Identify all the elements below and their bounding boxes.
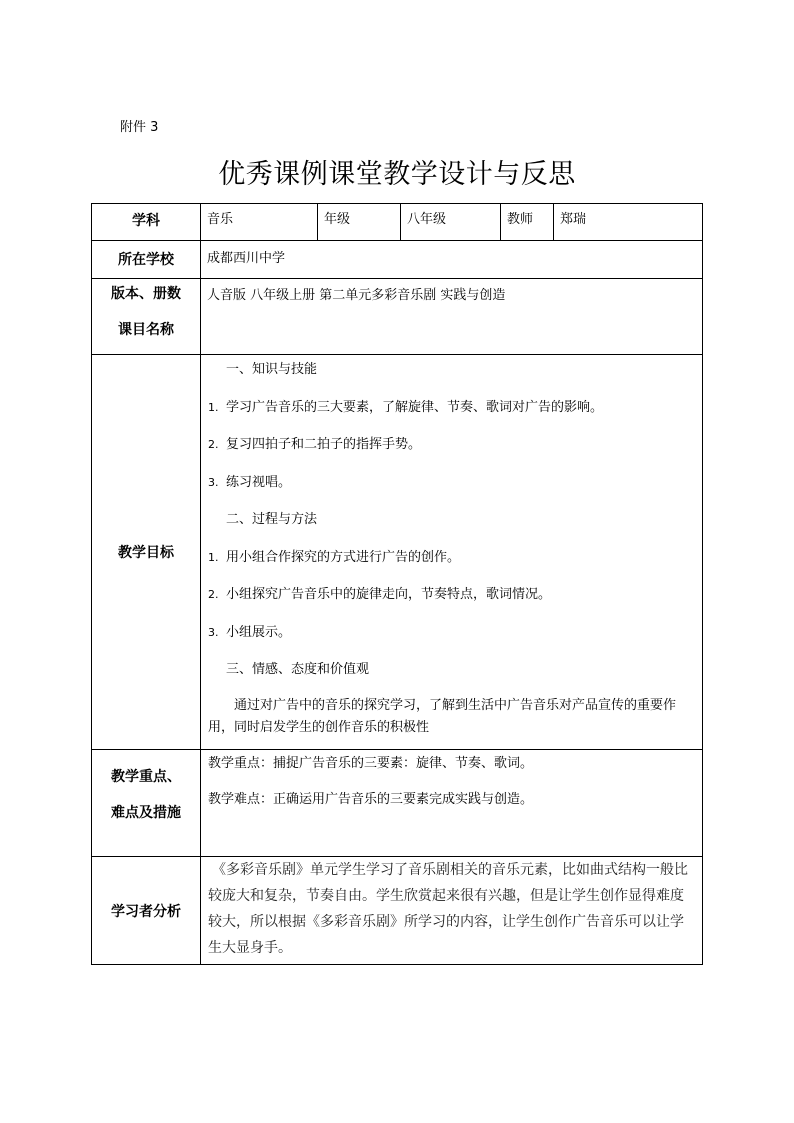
grade-value: 八年级: [407, 212, 447, 227]
objective-number: 1.: [208, 400, 219, 414]
subject-label: 学科: [132, 213, 160, 229]
objective-line: [201, 661, 702, 699]
objective-text: 复习四拍子和二拍子的指挥手势。: [226, 437, 422, 452]
objective-line: [201, 361, 702, 399]
subject-value: 音乐: [207, 212, 234, 227]
school-value-cell: [201, 241, 703, 279]
subject-value-cell: [201, 204, 318, 241]
learner-label-cell: [92, 857, 201, 965]
keypoints-label-line2: 难点及措施: [111, 805, 181, 821]
objectives-row: [92, 355, 703, 750]
objectives-label: 教学目标: [118, 545, 174, 561]
edition-label-line2: 课目名称: [118, 322, 174, 338]
attachment-number: 附件 3: [120, 120, 159, 135]
objective-text: 用小组合作探究的方式进行广告的创作。: [226, 549, 461, 565]
teacher-label-cell: [501, 204, 554, 241]
keypoints-label-line1: 教学重点、: [111, 769, 181, 785]
objective-text: 小组探究广告音乐中的旋律走向，节奏特点，歌词情况。: [226, 587, 552, 602]
edition-value: 人音版 八年级上册 第二单元多彩音乐剧 实践与创造: [207, 288, 506, 303]
learner-analysis-text: 《多彩音乐剧》单元学生学习了音乐剧相关的音乐元素，比如曲式结构一般比较庞大和复杂，节奏自由。学生欣赏起来很有兴趣，但是让学生创作显得难度较大，所以根据《多彩音乐剧》所学习的内容，让学生创作广告音乐可以让学生大显身手。: [208, 862, 688, 956]
objective-number: 2.: [208, 588, 219, 601]
school-label: 所在学校: [118, 252, 174, 268]
objective-line: [201, 436, 702, 474]
objectives-content-cell: [201, 355, 703, 750]
grade-label: 年级: [324, 212, 351, 227]
teacher-label: 教师: [507, 212, 534, 227]
school-value: 成都西川中学: [207, 251, 286, 266]
edition-value-cell: [201, 279, 703, 355]
edition-row: [92, 279, 703, 355]
objective-line: [201, 511, 702, 549]
objective-text: 三、情感、态度和价值观: [226, 662, 370, 677]
edition-label-line1: 版本、册数: [111, 286, 181, 302]
objective-line: [201, 549, 702, 587]
teacher-value-cell: [554, 204, 703, 241]
school-row: [92, 241, 703, 279]
learner-row: [92, 857, 703, 965]
learner-content-cell: [201, 857, 703, 965]
objective-number: 3.: [208, 475, 219, 489]
objective-number: 2.: [208, 438, 219, 451]
subject-label-cell: [92, 204, 201, 241]
keypoints-content-cell: [201, 750, 703, 857]
objective-line: [201, 474, 702, 512]
objectives-paragraph: 通过对广告中的音乐的探究学习，了解到生活中广告音乐对产品宣传的重要作用，同时启发学生的创作音乐的积极性: [208, 697, 677, 735]
teaching-difficulty: 教学难点：正确运用广告音乐的三要素完成实践与创造。: [208, 792, 534, 807]
school-label-cell: [92, 241, 201, 279]
objective-text: 学习广告音乐的三大要素，了解旋律、节奏、歌词对广告的影响。: [226, 399, 604, 415]
edition-label-cell: [92, 279, 201, 355]
keypoints-row: [92, 750, 703, 857]
lesson-design-table: [91, 203, 703, 965]
objective-number: 1.: [208, 550, 219, 564]
objective-text: 小组展示。: [226, 624, 292, 640]
teaching-focus: 教学重点：捕捉广告音乐的三要素：旋律、节奏、歌词。: [208, 756, 534, 771]
objective-line: [201, 586, 702, 624]
document-title: 优秀课例课堂教学设计与反思: [218, 159, 576, 190]
objective-line: [201, 624, 702, 662]
teacher-value: 郑瑞: [560, 212, 587, 227]
objective-line: [201, 399, 702, 437]
subject-row: [92, 204, 703, 241]
learner-label: 学习者分析: [111, 903, 181, 920]
grade-label-cell: [318, 204, 401, 241]
objectives-list: [201, 355, 702, 739]
objective-number: 3.: [208, 625, 219, 639]
objective-text: 练习视唱。: [226, 474, 292, 490]
objective-text: 二、过程与方法: [226, 512, 318, 527]
grade-value-cell: [401, 204, 501, 241]
objectives-label-cell: [92, 355, 201, 750]
objective-text: 一、知识与技能: [226, 362, 318, 377]
keypoints-label-cell: [92, 750, 201, 857]
